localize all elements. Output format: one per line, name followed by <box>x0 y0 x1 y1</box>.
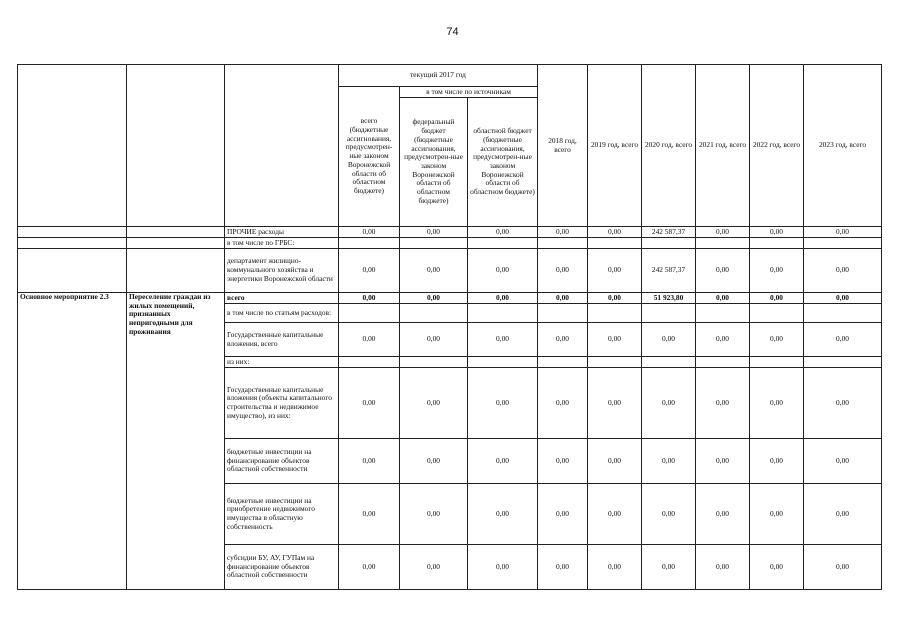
row-label: в том числе по ГРБС: <box>225 238 339 249</box>
cell-value: 0,00 <box>538 293 588 304</box>
cell-value: 0,00 <box>696 293 750 304</box>
cell-value <box>642 238 696 249</box>
cell-value: 0,00 <box>696 323 750 357</box>
cell-value <box>588 357 642 368</box>
cell-value: 0,00 <box>642 368 696 439</box>
cell-value: 0,00 <box>696 368 750 439</box>
cell-value <box>400 304 468 323</box>
cell-value <box>804 238 882 249</box>
cell-value <box>400 238 468 249</box>
cell-value: 51 923,80 <box>642 293 696 304</box>
cell-value: 0,00 <box>339 368 400 439</box>
row-label: ПРОЧИЕ расходы <box>225 227 339 238</box>
cell-value: 0,00 <box>400 293 468 304</box>
cell-value <box>804 304 882 323</box>
row-label: всего <box>225 293 339 304</box>
cell-value <box>696 304 750 323</box>
header-sources: в том числе по источникам <box>400 87 538 98</box>
cell-value: 0,00 <box>750 227 804 238</box>
cell-value <box>588 304 642 323</box>
header-blank-3 <box>225 65 339 227</box>
row-label: бюджетные инвестиции на приобретение недвижимого имущества в областную собственность <box>225 484 339 545</box>
cell-value <box>339 304 400 323</box>
row-label: департамент жилищно-коммунального хозяйства и энергетики Воронежской области <box>225 249 339 293</box>
row-label: субсидии БУ, АУ, ГУПам на финансирование объектов областной собственности <box>225 545 339 590</box>
blank-cell <box>18 227 127 238</box>
cell-value <box>750 357 804 368</box>
cell-value: 0,00 <box>588 439 642 484</box>
cell-value: 0,00 <box>468 249 538 293</box>
cell-value: 0,00 <box>696 249 750 293</box>
row-label: из них: <box>225 357 339 368</box>
header-2021: 2021 год, всего <box>696 65 750 227</box>
cell-value: 242 587,37 <box>642 249 696 293</box>
cell-value <box>538 357 588 368</box>
cell-value <box>588 238 642 249</box>
cell-value: 0,00 <box>804 368 882 439</box>
cell-value: 0,00 <box>468 368 538 439</box>
cell-value: 0,00 <box>339 439 400 484</box>
cell-value: 0,00 <box>750 249 804 293</box>
cell-value <box>750 238 804 249</box>
header-total: всего (бюджетные ассигнования, предусмотрен-ные законом Воронежской области об областном бюджете) <box>339 87 400 227</box>
cell-value: 0,00 <box>468 293 538 304</box>
cell-value: 0,00 <box>538 484 588 545</box>
cell-value: 0,00 <box>538 227 588 238</box>
cell-value: 0,00 <box>588 227 642 238</box>
cell-value: 0,00 <box>538 545 588 590</box>
cell-value: 0,00 <box>400 368 468 439</box>
header-regional: областной бюджет (бюджетные ассигнования, предусмотрен-ные законом Воронежской области об областном бюджете) <box>468 98 538 227</box>
cell-value: 0,00 <box>642 323 696 357</box>
header-federal: федеральный бюджет (бюджетные ассигнования, предусмотрен-ные законом Воронежской области об областном бюджете) <box>400 98 468 227</box>
cell-value: 0,00 <box>400 545 468 590</box>
cell-value: 0,00 <box>696 545 750 590</box>
blank-cell <box>127 238 225 249</box>
cell-value: 0,00 <box>696 484 750 545</box>
cell-value <box>804 357 882 368</box>
cell-value: 0,00 <box>588 249 642 293</box>
cell-value <box>750 304 804 323</box>
cell-value: 0,00 <box>750 323 804 357</box>
cell-value: 0,00 <box>588 368 642 439</box>
blank-cell <box>18 238 127 249</box>
cell-value: 0,00 <box>339 227 400 238</box>
cell-value: 0,00 <box>750 293 804 304</box>
header-2019: 2019 год, всего <box>588 65 642 227</box>
cell-value: 0,00 <box>804 484 882 545</box>
cell-value <box>538 238 588 249</box>
cell-value <box>642 357 696 368</box>
cell-value: 0,00 <box>804 249 882 293</box>
cell-value <box>339 357 400 368</box>
header-2023: 2023 год, всего <box>804 65 882 227</box>
cell-value: 0,00 <box>750 484 804 545</box>
header-2018: 2018 год, всего <box>538 65 588 227</box>
cell-value: 0,00 <box>588 484 642 545</box>
row-label: в том числе по статьям расходов: <box>225 304 339 323</box>
cell-value <box>468 238 538 249</box>
page-number: 74 <box>446 26 459 38</box>
cell-value: 0,00 <box>804 227 882 238</box>
cell-value: 242 587,37 <box>642 227 696 238</box>
cell-value <box>400 357 468 368</box>
cell-value <box>538 304 588 323</box>
section-name: Переселение граждан из жилых помещений, признанных непригодными для проживания <box>127 293 225 590</box>
row-label: Государственные капитальные вложения, всего <box>225 323 339 357</box>
cell-value: 0,00 <box>468 439 538 484</box>
cell-value: 0,00 <box>538 323 588 357</box>
cell-value: 0,00 <box>468 484 538 545</box>
header-blank-1 <box>18 65 127 227</box>
cell-value <box>642 304 696 323</box>
header-blank-2 <box>127 65 225 227</box>
header-2022: 2022 год, всего <box>750 65 804 227</box>
section-code: Основное мероприятие 2.3 <box>18 293 127 590</box>
cell-value <box>468 304 538 323</box>
cell-value: 0,00 <box>400 227 468 238</box>
cell-value: 0,00 <box>339 249 400 293</box>
cell-value: 0,00 <box>339 545 400 590</box>
cell-value: 0,00 <box>642 545 696 590</box>
cell-value: 0,00 <box>538 439 588 484</box>
cell-value: 0,00 <box>400 484 468 545</box>
cell-value: 0,00 <box>804 293 882 304</box>
cell-value: 0,00 <box>400 439 468 484</box>
cell-value <box>696 238 750 249</box>
row-label: Государственные капитальные вложения (объекты капитального строительства и недвижимое имущество), из них: <box>225 368 339 439</box>
cell-value <box>696 357 750 368</box>
cell-value: 0,00 <box>750 368 804 439</box>
cell-value: 0,00 <box>339 293 400 304</box>
budget-table <box>17 64 882 590</box>
blank-cell <box>127 227 225 238</box>
cell-value: 0,00 <box>642 439 696 484</box>
cell-value: 0,00 <box>400 249 468 293</box>
cell-value: 0,00 <box>468 545 538 590</box>
cell-value <box>468 357 538 368</box>
cell-value: 0,00 <box>538 249 588 293</box>
cell-value: 0,00 <box>696 227 750 238</box>
cell-value: 0,00 <box>804 439 882 484</box>
cell-value: 0,00 <box>339 484 400 545</box>
cell-value: 0,00 <box>588 323 642 357</box>
blank-cell <box>127 249 225 293</box>
cell-value: 0,00 <box>588 545 642 590</box>
cell-value: 0,00 <box>642 484 696 545</box>
cell-value: 0,00 <box>804 323 882 357</box>
row-label: бюджетные инвестиции на финансирование объектов областной собственности <box>225 439 339 484</box>
cell-value: 0,00 <box>468 227 538 238</box>
cell-value: 0,00 <box>339 323 400 357</box>
header-current-year: текущий 2017 год <box>339 65 538 87</box>
header-2020: 2020 год, всего <box>642 65 696 227</box>
cell-value: 0,00 <box>696 439 750 484</box>
cell-value: 0,00 <box>588 293 642 304</box>
cell-value: 0,00 <box>750 439 804 484</box>
cell-value: 0,00 <box>804 545 882 590</box>
cell-value: 0,00 <box>750 545 804 590</box>
cell-value: 0,00 <box>538 368 588 439</box>
cell-value <box>339 238 400 249</box>
blank-cell <box>18 249 127 293</box>
cell-value: 0,00 <box>400 323 468 357</box>
cell-value: 0,00 <box>468 323 538 357</box>
